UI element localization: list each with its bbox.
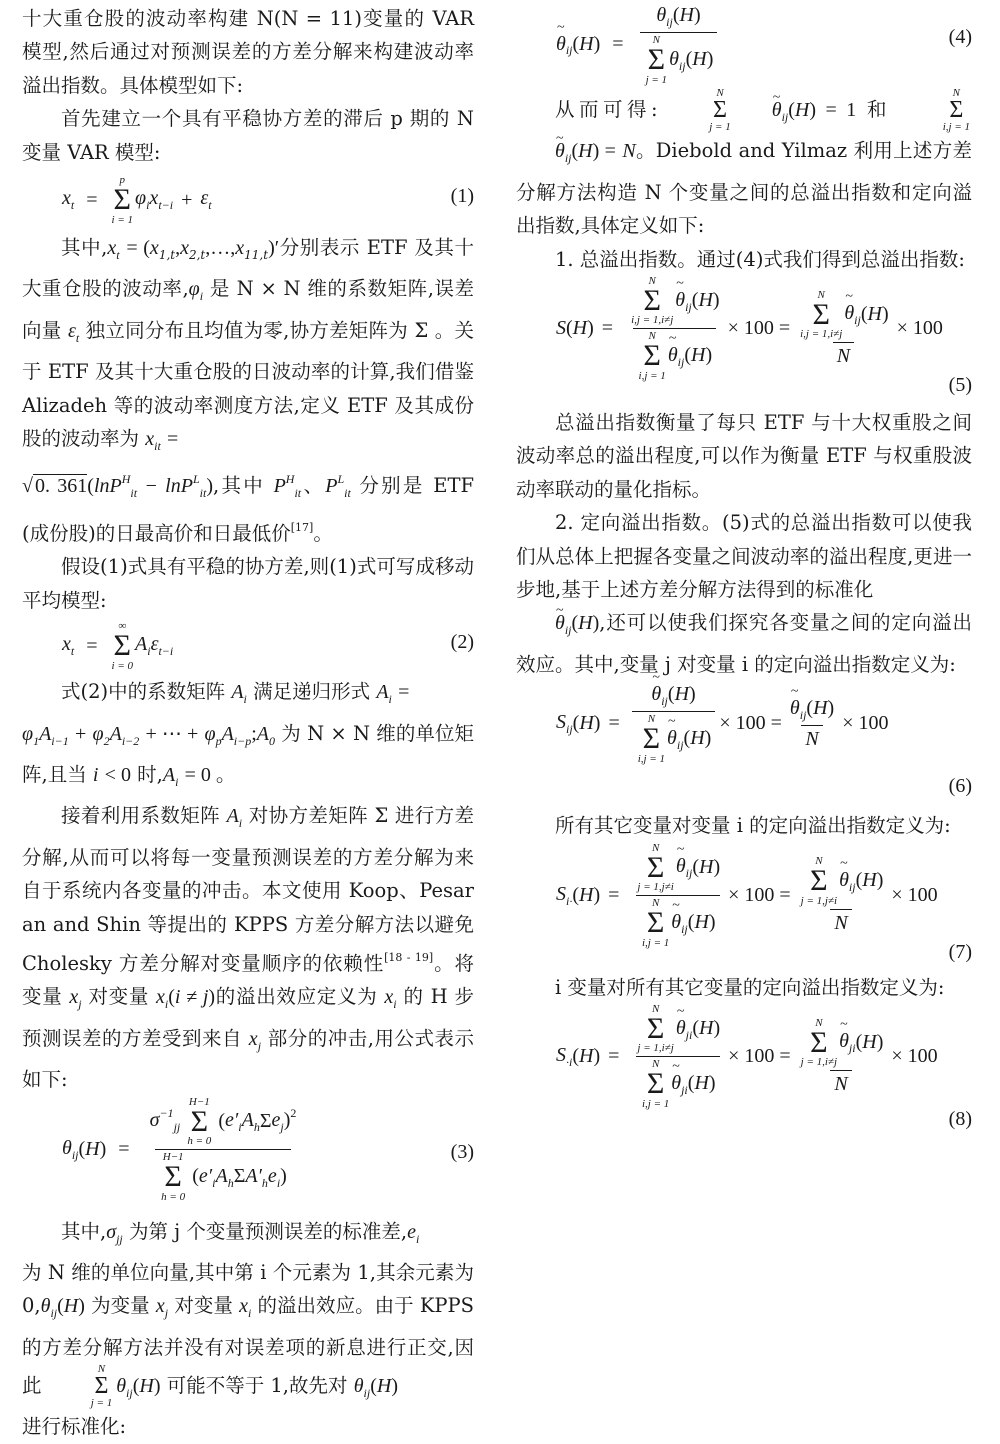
equation-5: S ( H ) = N Σ i,j = 1,i≠j ~ $\theta_{ij}(H)$ N Σ i,j = 1 ~ $\theta_{ij}(H)$ × 100 = N Σ i,j = 1,i≠j ~ $\theta_{ij}(H)$ N × 100 (5) xyxy=(516,276,972,406)
paragraph-directional-spillover: 2. 定向溢出指数。(5)式的总溢出指数可以使我们从总体上把握各变量之间波动率的溢出程度,更进一步地,基于上述方差分解方法得到的标准化 ~ $\theta_{ij}(H)$,还可以使我们探究各变量之间的定向溢出效应。其中,变量 j 对变量 i 的定向溢出指数定义为: xyxy=(516,506,972,681)
right-column xyxy=(516,0,972,1132)
citation: [17] xyxy=(290,520,314,534)
paragraph-total-spillover-meaning: 总溢出指数衡量了每只 ETF 与十大权重股之间波动率总的溢出程度,可以作为衡量 ETF 与权重股波动率联动的量化指标。 xyxy=(516,410,972,501)
paragraph-from-others: 所有其它变量对变量 i 的定向溢出指数定义为: xyxy=(555,814,951,838)
paragraph-moving-average: 假设(1)式具有平稳的协方差,则(1)式可写成移动平均模型: xyxy=(22,555,474,612)
paragraph-coefficient-recursion: 式(2)中的系数矩阵 $A_i$ 满足递归形式 $A_i$ = $\varphi_1A_{i-1} + \varphi_2A_{i-2}$ + ⋯ + $\varphi_pA_{i-p};A_0$ 为 N × N 维的单位矩阵,且当 i < 0 时$,A_i = 0$ 。 xyxy=(22,680,475,789)
equation-4: ~ θ $_{ij}$ ( H ) = $\theta_{ij}(H)$ N Σ j = 1 $\theta_{ij}(H)$ (4) xyxy=(516,0,972,88)
paragraph-var-setup: 首先建立一个具有平稳协方差的滞后 p 期的 N 变量 VAR 模型: xyxy=(22,107,474,164)
equation-number: (2) xyxy=(450,631,474,654)
equation-3: $\theta_{ij}$ ( H ) = $\sigma^{-1}_{jj}$ H−1 Σ h = 0 $(e'_iA_h\Sigma e_j)^2$ H−1 Σ h = 0 $(e'_iA_h\Sigma A'_he_i)$ (3) xyxy=(62,1095,474,1203)
equation-number: (4) xyxy=(948,26,972,48)
equation-number: (6) xyxy=(948,775,972,798)
paragraph-normalization-result: 从而可得: N Σ j = 1 ~ $\theta_{ij}(H) = 1$ 和 N Σ i,j = 1 ~ $\theta_{ij}(H) = N$。Diebold and Yilmaz 利用上述方差分解方法构造 N 个变量之间的总溢出指数和定向溢出指数,具体定义如下: xyxy=(516,88,972,243)
paragraph-total-spillover-heading: 1. 总溢出指数。通过(4)式我们得到总溢出指数: xyxy=(555,247,965,271)
paragraph-intro: 十大重仓股的波动率构建 N(N = 11)变量的 VAR 模型,然后通过对预测误差的方差分解来构建波动率溢出指数。具体模型如下: xyxy=(22,7,474,97)
equation-2: $x_t$ = ∞ Σ i = 0 $A_i\varepsilon_{t-i}$ (2) xyxy=(62,620,474,672)
equation-number: (5) xyxy=(948,373,972,396)
equation-number: (3) xyxy=(450,1140,474,1163)
equation-number: (1) xyxy=(450,185,474,208)
equation-8: $S_{\cdot i}$ ( H ) = N Σ j = 1,i≠j ~ $\theta_{ji}(H)$ N Σ i,j = 1 ~ $\theta_{ji}(H)$ × 100 = N Σ j = 1,i≠j ~ $\theta_{ji}(H)$ N × 100 (8) xyxy=(516,1004,972,1132)
left-column xyxy=(22,0,474,1444)
equation-number: (7) xyxy=(948,940,972,963)
paragraph-to-others: i 变量对所有其它变量的定向溢出指数定义为: xyxy=(555,975,945,999)
equation-number: (8) xyxy=(948,1107,972,1130)
citation: [18 - 19] xyxy=(384,950,434,964)
equation-7: $S_{i\cdot}$ ( H ) = N Σ j = 1,j≠i ~ $\theta_{ij}(H)$ N Σ i,j = 1 ~ $\theta_{ij}(H)$ × 100 = N Σ j = 1,j≠i ~ $\theta_{ij}(H)$ N × 100 (7) xyxy=(516,843,972,971)
paragraph-variable-definitions: 其中$,x_t$ = $(x_{1,t},x_{2,t},\dots,x_{11,t})'$分别表示 ETF 及其十大重仓股的波动率$,\varphi_i$ 是 N × N 维的系数矩阵,误差向量 $\varepsilon_t$ 独立同分布且均值为零,协方差矩阵为 Σ 。关于 ETF 及其十大重仓股的日波动率的计算,我们借鉴 Alizadeh 等的波动率测度方法,定义 ETF 及其成份股的波动率为 $x_{it}$ = √ 0. 361(lnP$^H_{it}$ − lnP$^L_{it}$),其中 $P^H_{it}$、$P^L_{it}$ 分别是 ETF (成份股)的日最高价和日最低价[17]。 xyxy=(22,236,475,545)
paragraph-symbols: 其中$,\sigma_{jj}$ 为第 j 个变量预测误差的标准差$,e_i$ 为 N 维的单位向量,其中第 i 个元素为 1,其余元素为 $0,\theta_{ij}(H)$ 为变量 $x_j$ 对变量 $x_i$ 的溢出效应。由于 KPPS 的方差分解方法并没有对误差项的新息进行正交,因此 N Σ j = 1 $\theta_{ij}(H)$ 可能不等于 1,故先对 $\theta_{ij}(H)$ 进行标准化: xyxy=(22,1219,474,1439)
paragraph-variance-decomposition: 接着利用系数矩阵 $A_i$ 对协方差矩阵 Σ 进行方差分解,从而可以将每一变量预测误差的方差分解为来自于系统内各变量的冲击。本文使用 Koop、Pesaran and Shin 等提出的 KPPS 方差分解方法以避免 Cholesky 方差分解对变量顺序的依赖性[18 - 19]。将变量 $x_j$ 对变量 $x_i(i \ne j)$的溢出效应定义为 $x_i$ 的 H 步预测误差的方差受到来自 $x_j$ 部分的冲击,用公式表示如下: xyxy=(22,804,475,1092)
equation-6: $S_{ij}$ ( H ) = ~ $\theta_{ij}(H)$ N Σ i,j = 1 ~ $\theta_{ij}(H)$ × 100 = ~ $\frac{\theta_{ij}(H)}{N}$ × 100 (6) xyxy=(516,681,972,809)
equation-1: $x_t$ = p Σ i = 1 $\varphi_ix_{t-i}$ + $\varepsilon_t$ (1) xyxy=(62,174,474,226)
